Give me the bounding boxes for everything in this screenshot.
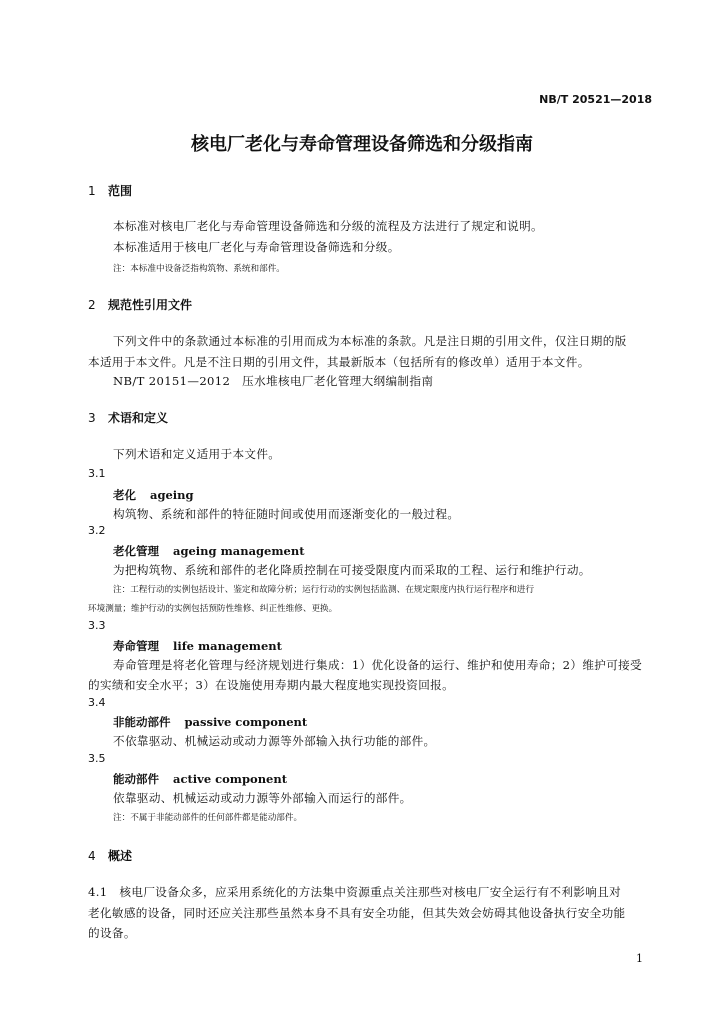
term-definition: 依靠驱动、机械运动或动力源等外部输入而运行的部件。 [113, 791, 412, 805]
paragraph-line: 下列文件中的条款通过本标准的引用而成为本标准的条款。凡是注日期的引用文件，仅注日期的版 [113, 334, 627, 348]
paragraph-line: 老化敏感的设备，同时还应关注那些虽然本身不具有安全功能，但其失效会妨碍其他设备执行安全功能 [88, 906, 626, 920]
term-heading [113, 487, 194, 503]
term-zh: 寿命管理 [113, 639, 159, 653]
section-title: 规范性引用文件 [108, 298, 193, 312]
document-title: 核电厂老化与寿命管理设备筛选和分级指南 [191, 134, 533, 155]
section-2-heading [88, 296, 192, 313]
term-zh: 老化管理 [113, 544, 159, 558]
paragraph: 本标准适用于核电厂老化与寿命管理设备筛选和分级。 [113, 240, 400, 254]
section-number: 2 [88, 298, 96, 312]
clause-number: 3.1 [88, 467, 106, 480]
section-number: 3 [88, 411, 96, 425]
term-heading [113, 771, 287, 787]
normative-reference: NB/T 20151—2012 压水堆核电厂老化管理大纲编制指南 [113, 374, 434, 388]
note-line: 注：工程行动的实例包括设计、鉴定和故障分析；运行行动的实例包括监测、在规定限度内执行运行程序和进行 [113, 585, 535, 595]
term-zh: 老化 [113, 488, 136, 502]
paragraph: 下列术语和定义适用于本文件。 [113, 447, 281, 461]
term-zh: 非能动部件 [113, 715, 171, 729]
paragraph: 本标准对核电厂老化与寿命管理设备筛选和分级的流程及方法进行了规定和说明。 [113, 219, 543, 233]
term-heading [113, 638, 282, 654]
note-line: 环境测量；维护行动的实例包括预防性维修、纠正性维修、更换。 [88, 604, 338, 614]
term-definition-line: 寿命管理是将老化管理与经济规划进行集成：1）优化设备的运行、维护和使用寿命；2）维护可接受 [113, 658, 643, 672]
paragraph-line: 4.1 核电厂设备众多，应采用系统化的方法集中资源重点关注那些对核电厂安全运行有不利影响且对 [88, 885, 622, 899]
note: 注：本标准中设备泛指构筑物、系统和部件。 [113, 264, 285, 274]
section-title: 范围 [108, 184, 133, 198]
page-number: 1 [636, 952, 643, 965]
section-3-heading [88, 409, 168, 426]
term-heading [113, 543, 305, 559]
term-en: life management [173, 639, 282, 653]
paragraph-line: 本适用于本文件。凡是不注日期的引用文件，其最新版本（包括所有的修改单）适用于本文件。 [88, 355, 590, 369]
term-en: ageing [150, 488, 194, 502]
section-number: 4 [88, 849, 96, 863]
standard-number: NB/T 20521—2018 [539, 93, 652, 106]
term-definition: 为把构筑物、系统和部件的老化降质控制在可接受限度内而采取的工程、运行和维护行动。 [113, 563, 591, 577]
term-heading [113, 714, 307, 730]
term-definition: 构筑物、系统和部件的特征随时间或使用而逐渐变化的一般过程。 [113, 507, 460, 521]
section-title: 术语和定义 [108, 411, 169, 425]
clause-number: 3.2 [88, 524, 106, 537]
section-4-heading [88, 847, 132, 864]
term-definition-line: 的实绩和安全水平；3）在设施使用寿期内最大程度地实现投资回报。 [88, 678, 455, 692]
term-en: passive component [184, 715, 308, 729]
term-en: active component [173, 772, 288, 786]
section-1-heading [88, 182, 132, 199]
clause-number: 3.4 [88, 696, 106, 709]
clause-number: 3.5 [88, 752, 106, 765]
term-en: ageing management [173, 544, 305, 558]
section-number: 1 [88, 184, 96, 198]
section-title: 概述 [108, 849, 133, 863]
term-zh: 能动部件 [113, 772, 159, 786]
paragraph-line: 的设备。 [88, 926, 136, 940]
clause-number: 3.3 [88, 619, 106, 632]
note: 注：不属于非能动部件的任何部件都是能动部件。 [113, 813, 303, 823]
term-definition: 不依靠驱动、机械运动或动力源等外部输入执行功能的部件。 [113, 734, 436, 748]
